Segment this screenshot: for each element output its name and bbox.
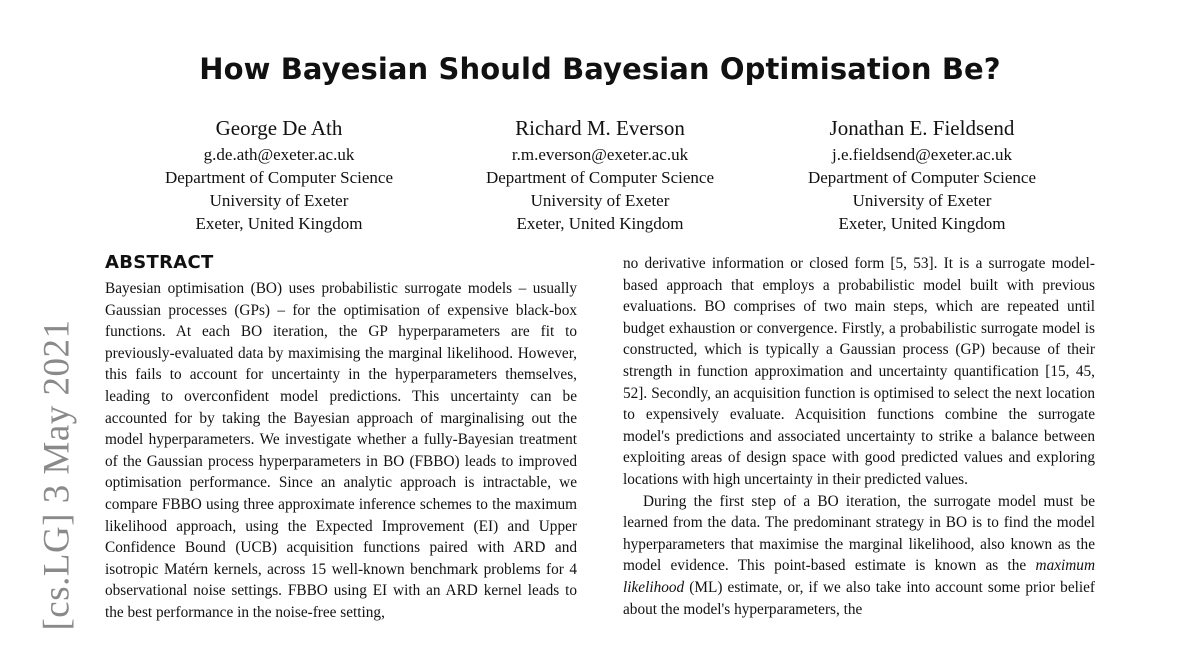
author-block-fieldsend — [772, 115, 1072, 235]
paper-title: How Bayesian Should Bayesian Optimisation Be? — [199, 52, 1001, 86]
author-name: Jonathan E. Fieldsend — [829, 116, 1015, 140]
introduction-column — [623, 253, 1095, 620]
abstract-heading: ABSTRACT — [105, 252, 214, 273]
author-block-de-ath — [129, 115, 429, 235]
author-department: Department of Computer Science — [164, 168, 393, 187]
intro-paragraph-2 — [623, 491, 1095, 621]
author-name: Richard M. Everson — [515, 116, 685, 140]
arxiv-id-text: [cs.LG] 3 May 2021 — [36, 319, 78, 631]
author-name: George De Ath — [215, 116, 343, 140]
author-location: Exeter, United Kingdom — [195, 214, 363, 233]
intro-paragraph-2-end: (ML) estimate, or, if we also take into account some prior belief about the model's hyperparameters, the — [623, 578, 1095, 618]
intro-paragraph-1: no derivative information or closed form [5, 53]. It is a surrogate model-based approach that employs a probabilistic model built with previous evaluations. BO comprises of two main steps, which are repeated until budget exhaustion or convergence. Firstly, a probabilistic surrogate model is constructed, which is typically a Gaussian process (GP) because of their strength in function approximation and uncertainty quantification [15, 45, 52]. Secondly, an acquisition function is optimised to select the next location to expensively evaluate. Acquisition functions combine the surrogate model's predictions and associated uncertainty to strike a balance between exploiting areas of design space with good predicted values and exploring locations with high uncertainty in their predicted values. — [623, 255, 1095, 488]
author-email: g.de.ath@exeter.ac.uk — [203, 145, 355, 164]
author-department: Department of Computer Science — [485, 168, 714, 187]
intro-emphasis-ml: maximum likelihood — [623, 557, 1095, 596]
author-university: University of Exeter — [852, 191, 992, 210]
author-university: University of Exeter — [209, 191, 349, 210]
author-email: j.e.fieldsend@exeter.ac.uk — [832, 145, 1012, 164]
intro-paragraph-2-start: During the first step of a BO iteration, the surrogate model must be learned from the data. The predominant strategy in BO is to find the model hyperparameters that maximise the marginal likelihood, also known as the model evidence. This point-based estimate is known as the — [623, 492, 1095, 575]
author-university: University of Exeter — [530, 191, 670, 210]
author-block-everson — [450, 115, 750, 235]
author-location: Exeter, United Kingdom — [516, 214, 684, 233]
abstract-column — [105, 252, 577, 624]
abstract-text: Bayesian optimisation (BO) uses probabilistic surrogate models – usually Gaussian processes (GPs) – for the optimisation of expensive black-box functions. At each BO iteration, the GP hyperparameters are fit to previously-evaluated data by maximising the marginal likelihood. However, this fails to account for uncertainty in the hyperparameters themselves, leading to overconfident model predictions. This uncertainty can be accounted for by taking the Bayesian approach of marginalising out the model hyperparameters. We investigate whether a fully-Bayesian treatment of the Gaussian process hyperparameters in BO (FBBO) leads to improved optimisation performance. Since an analytic approach is intractable, we compare FBBO using three approximate inference schemes to the maximum likelihood approach, using the Expected Improvement (EI) and Upper Confidence Bound (UCB) acquisition functions paired with ARD and isotropic Matérn kernels, across 15 well-known benchmark problems for 4 observational noise settings. FBBO using EI with an ARD kernel leads to the best performance in the noise-free setting, — [105, 280, 577, 621]
author-department: Department of Computer Science — [807, 168, 1036, 187]
author-location: Exeter, United Kingdom — [838, 214, 1006, 233]
author-email: r.m.everson@exeter.ac.uk — [511, 145, 689, 164]
